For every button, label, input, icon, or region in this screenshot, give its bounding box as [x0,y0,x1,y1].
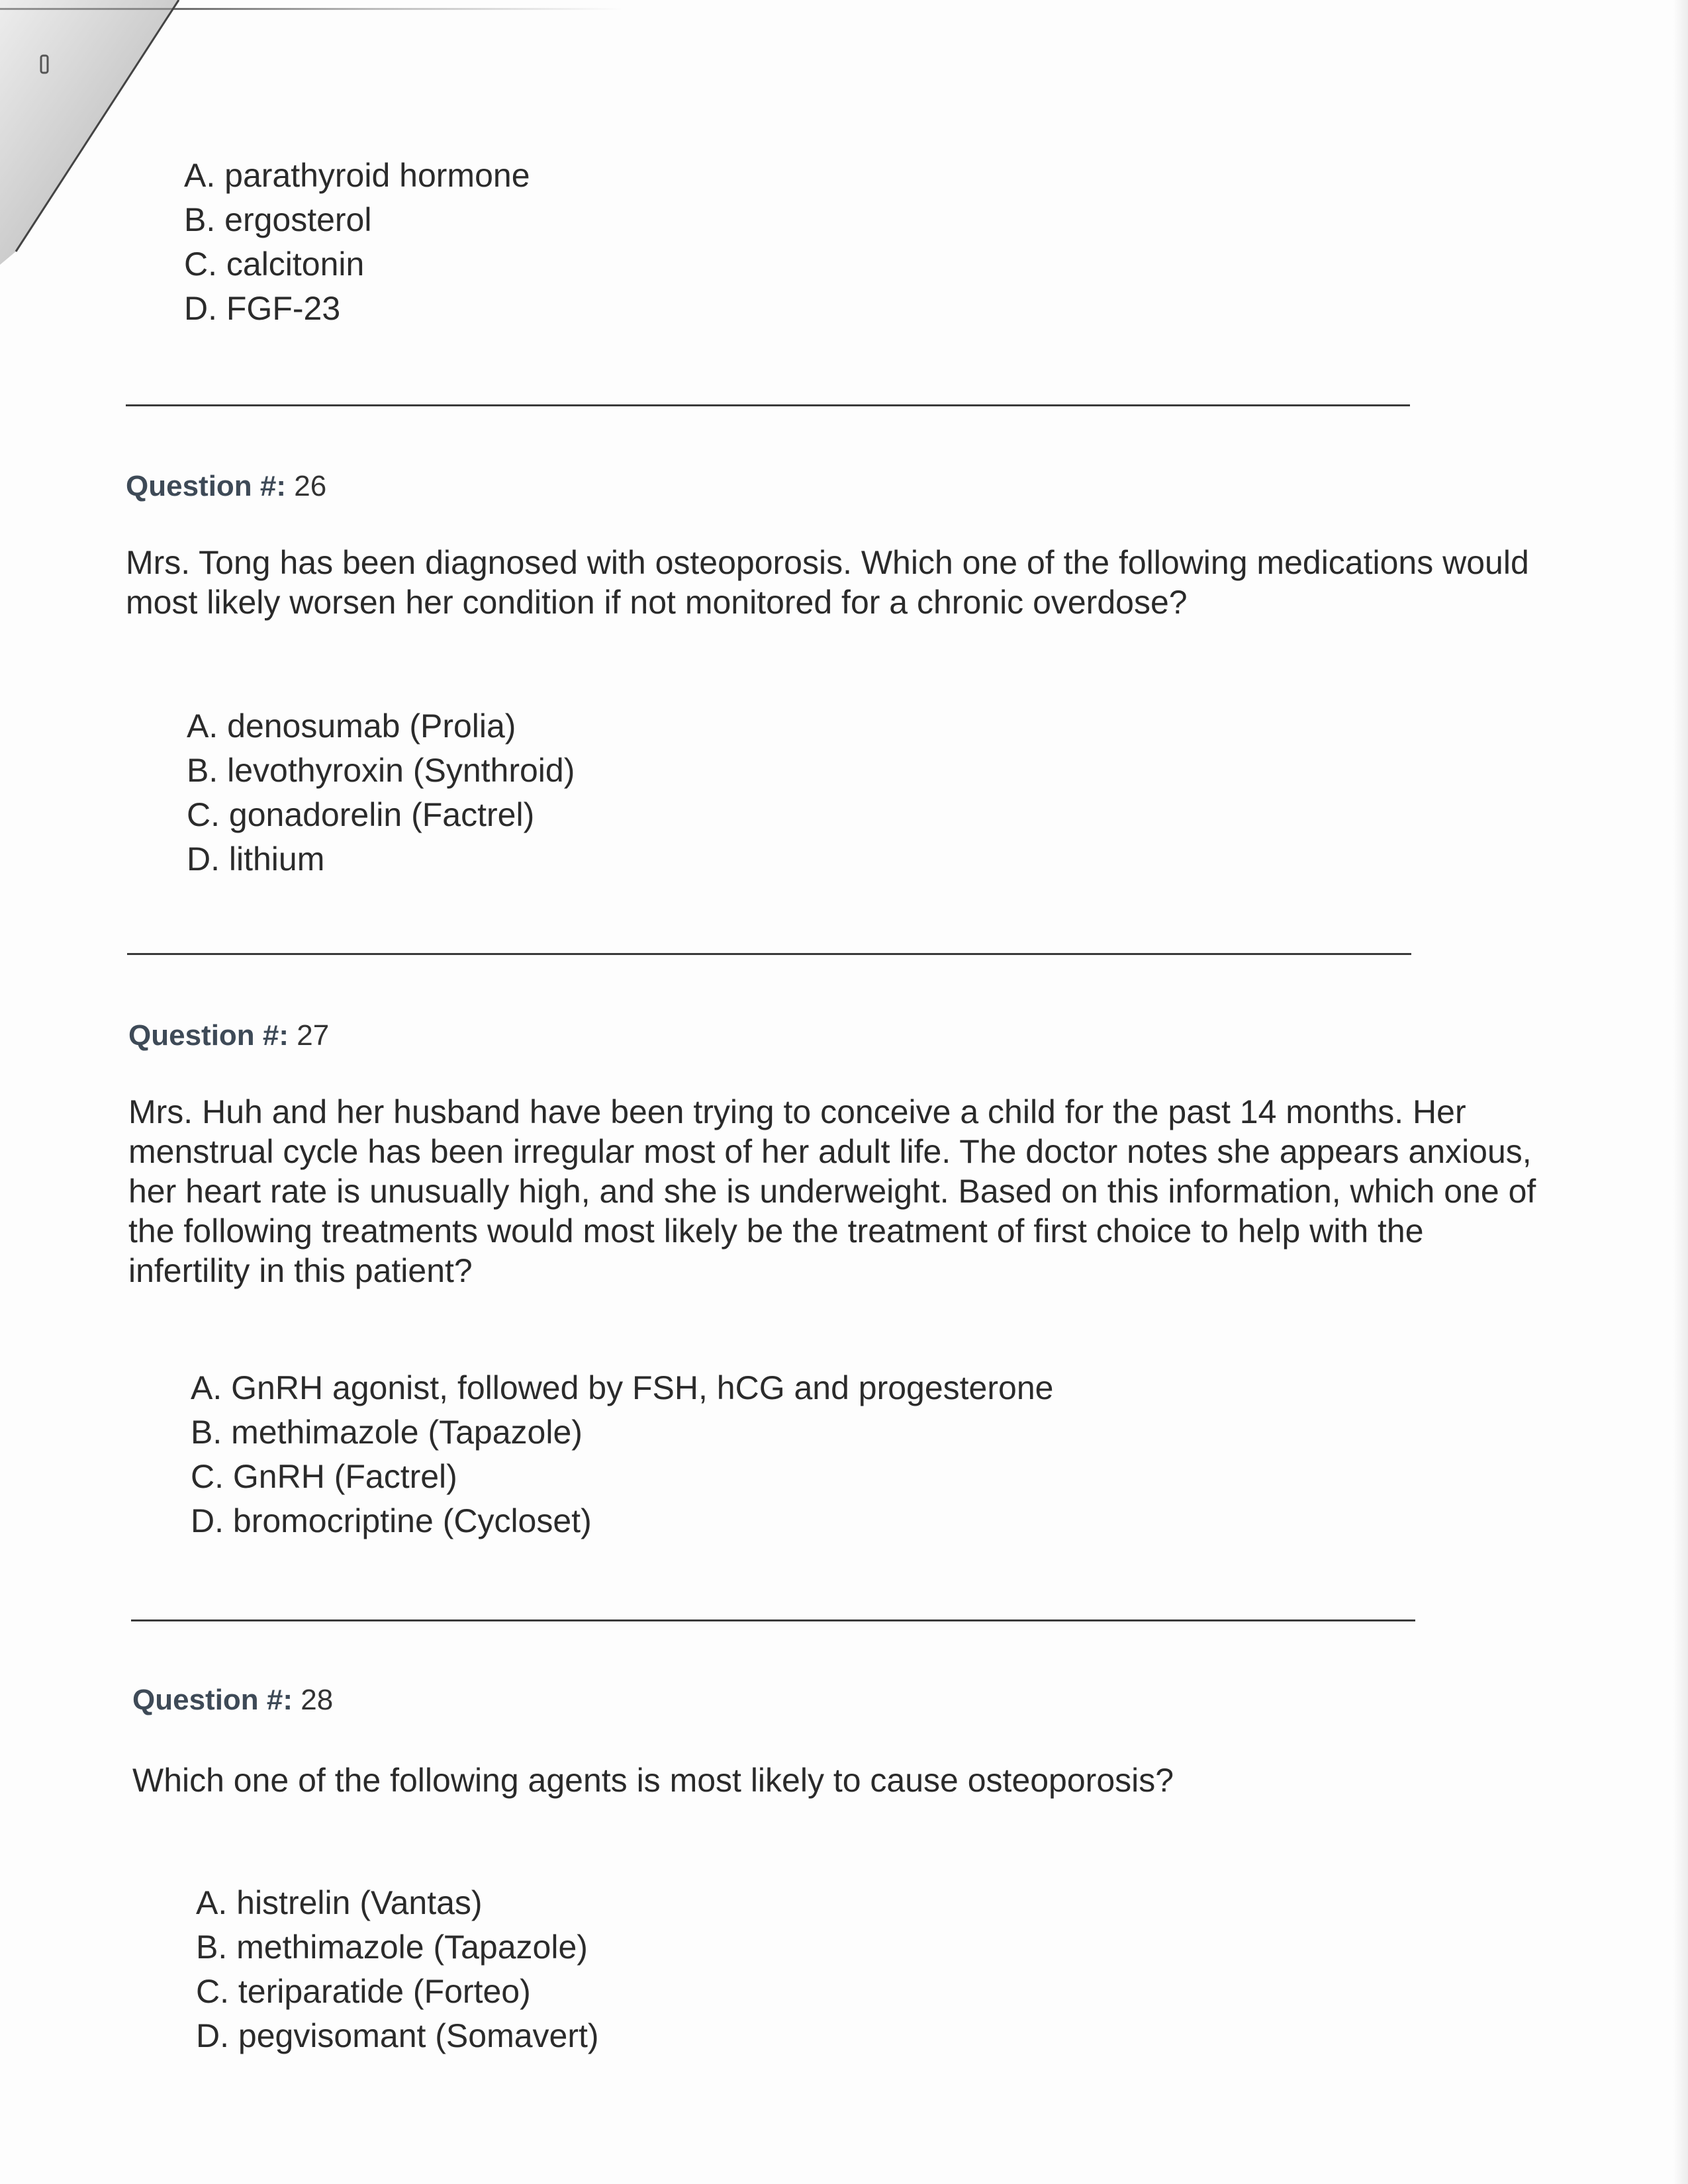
divider [131,1619,1415,1621]
q27-option-b[interactable]: B. methimazole (Tapazole) [191,1414,583,1451]
q27-answer-options [191,1366,1053,1543]
question-label: Question #: [126,470,287,502]
q25-option-a[interactable]: A. parathyroid hormone [184,157,530,194]
divider [126,404,1410,406]
q25-option-d[interactable]: D. FGF-23 [184,290,341,327]
q28-option-c[interactable]: C. teriparatide (Forteo) [196,1973,531,2010]
question-header-28 [132,1684,333,1717]
question-text-27: Mrs. Huh and her husband have been trying to conceive a child for the past 14 months. Her menstrual cycle has been irregular most of her adult life. The doctor notes she appears anxious, her heart rate is unusually high, and she is underweight. Based on this information, which one of the following treatments would most likely be the treatment of first choice to help with the infertility in this patient? [128,1093,1536,1289]
page-corner-fold [0,0,199,278]
q26-option-a[interactable]: A. denosumab (Prolia) [187,707,516,745]
q28-option-a[interactable]: A. histrelin (Vantas) [196,1884,483,1921]
question-header-26 [126,470,326,503]
q27-option-d[interactable]: D. bromocriptine (Cycloset) [191,1502,592,1539]
q26-option-b[interactable]: B. levothyroxin (Synthroid) [187,752,575,789]
scan-right-edge [1673,0,1688,2184]
q28-option-d[interactable]: D. pegvisomant (Somavert) [196,2017,599,2054]
q26-option-c[interactable]: C. gonadorelin (Factrel) [187,796,535,833]
question-number: 26 [294,470,327,502]
q28-option-b[interactable]: B. methimazole (Tapazole) [196,1929,588,1966]
divider [127,953,1411,955]
question-number: 27 [297,1019,330,1052]
question-header-27 [128,1019,329,1052]
q27-option-a[interactable]: A. GnRH agonist, followed by FSH, hCG and progesterone [191,1369,1054,1406]
question-text-28: Which one of the following agents is most likely to cause osteoporosis? [132,1762,1174,1799]
question-label: Question #: [132,1684,293,1716]
q27-option-c[interactable]: C. GnRH (Factrel) [191,1458,457,1495]
q26-option-d[interactable]: D. lithium [187,841,325,878]
q25-option-c[interactable]: C. calcitonin [184,246,365,283]
q25-answer-options [184,154,530,331]
q28-answer-options [196,1881,599,2058]
question-text-26: Mrs. Tong has been diagnosed with osteoporosis. Which one of the following medications would most likely worsen her condition if not monitored for a chronic overdose? [126,544,1529,621]
q26-answer-options [187,704,575,882]
q25-option-b[interactable]: B. ergosterol [184,201,372,238]
question-number: 28 [301,1684,334,1716]
question-label: Question #: [128,1019,289,1052]
